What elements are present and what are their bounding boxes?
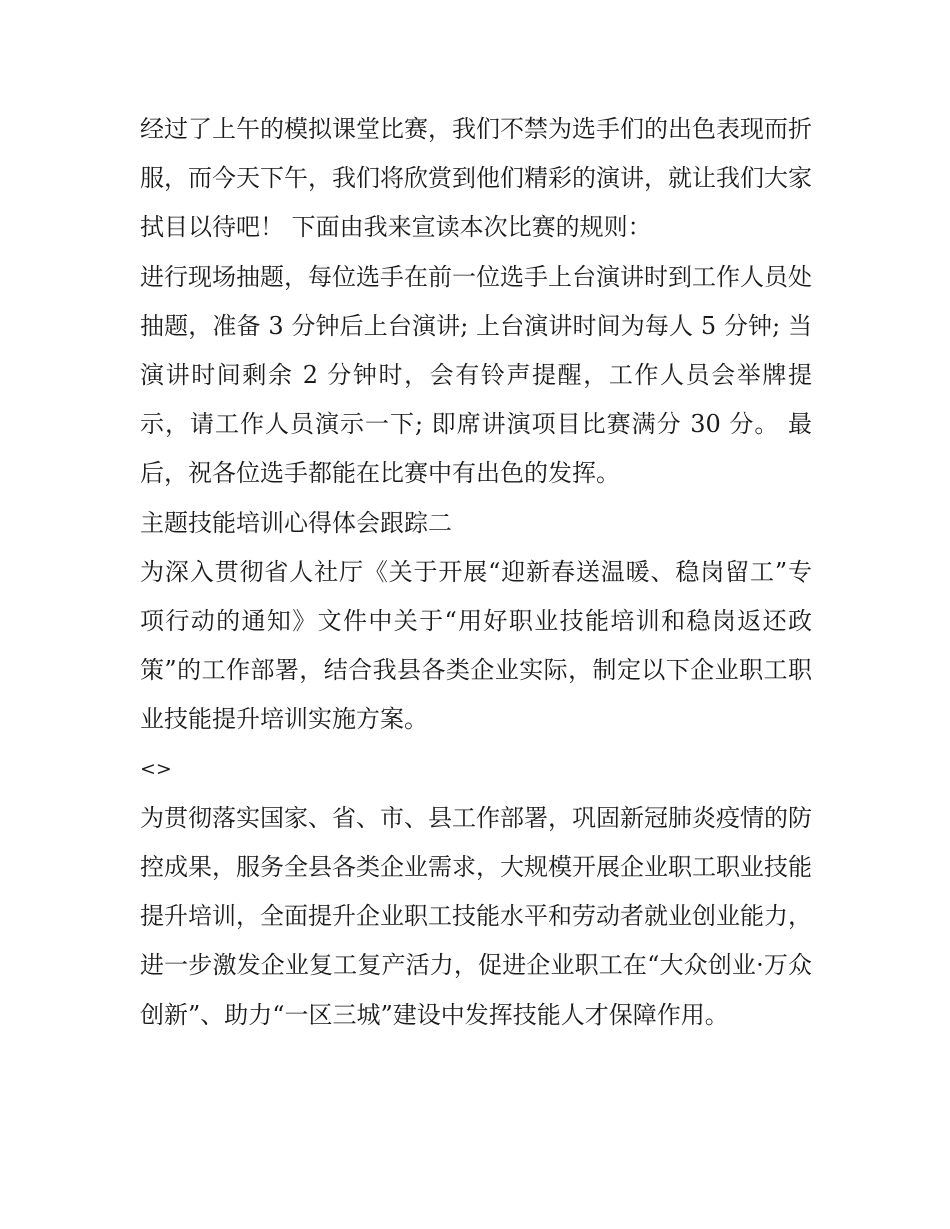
document-body [140,105,812,1040]
placeholder-marker: <> [140,757,172,780]
section-heading: 主题技能培训心得体会跟踪二 [140,508,452,537]
paragraph-competition-rules: 进行现场抽题，每位选手在前一位选手上台演讲时到工作人员处抽题，准备 3 分钟后上台演讲; 上台演讲时间为每人 5 分钟; 当演讲时间剩余 2 分钟时，会有铃声提醒，工作人员会举牌提示，请工作人员演示一下; 即席讲演项目比赛满分 30 分。 最后，祝各位选手都能在比赛中有出色的发挥。 [140,262,812,488]
paragraph-plan-goals: 为贯彻落实国家、省、市、县工作部署，巩固新冠肺炎疫情的防控成果，服务全县各类企业需求，大规模开展企业职工职业技能提升培训，全面提升企业职工技能水平和劳动者就业创业能力，进一步激发企业复工复产活力，促进企业职工在“大众创业·万众创新”、助力“一区三城”建设中发挥技能人才保障作用。 [140,803,812,1029]
paragraph-plan-purpose: 为深入贯彻省人社厅《关于开展“迎新春送温暖、稳岗留工”专项行动的通知》文件中关于“用好职业技能培训和稳岗返还政策”的工作部署，结合我县各类企业实际，制定以下企业职工职业技能提升培训实施方案。 [140,557,812,734]
paragraph-competition-intro: 经过了上午的模拟课堂比赛，我们不禁为选手们的出色表现而折服，而今天下午，我们将欣赏到他们精彩的演讲，就让我们大家拭目以待吧！ 下面由我来宣读本次比赛的规则： [140,115,812,242]
